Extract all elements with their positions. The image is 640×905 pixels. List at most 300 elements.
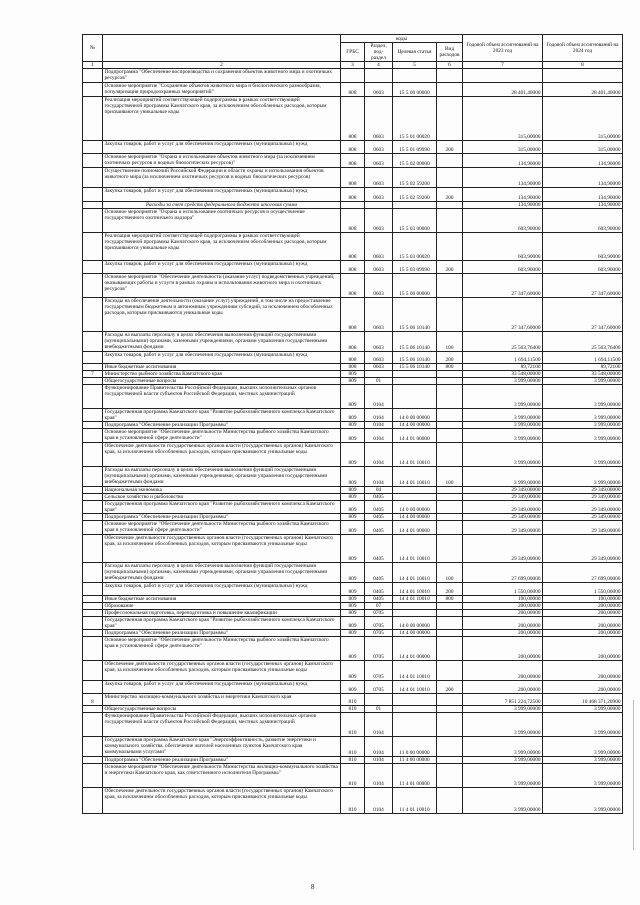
table-body [83,69,623,814]
row-number [83,630,103,637]
row-amount-2023: 29 349,00000 [463,514,543,521]
row-expense-type: 200 [437,141,463,154]
row-razdel: 0104 [365,737,393,757]
row-razdel: 0603 [365,97,393,141]
row-target-article [393,494,437,501]
row-grbs: 808 [341,188,365,202]
table-row [83,694,623,706]
row-grbs: 809 [341,429,365,443]
row-expense-type [437,202,463,209]
row-target-article: 15 5 03 00000 [393,209,437,233]
row-expense-type [437,274,463,298]
row-amount-2023: 33 548,00000 [463,371,543,378]
row-razdel: 01 [365,378,393,385]
row-grbs: 809 [341,422,365,429]
table-row [83,757,623,764]
row-number [83,706,103,713]
row-expense-type [437,617,463,630]
row-amount-2023: 7 851 224,72500 [463,694,543,706]
row-number [83,141,103,154]
row-amount-2023: 3 999,00000 [463,467,543,487]
row-amount-2024: 134,90000 [543,188,623,202]
row-number [83,429,103,443]
row-amount-2023: 200,00000 [463,617,543,630]
row-amount-2024: 29 349,00000 [543,501,623,514]
row-grbs: 809 [341,603,365,610]
table-row [83,409,623,422]
row-target-article: 11 4 01 00000 [393,764,437,788]
table-row [83,661,623,681]
row-grbs [341,69,365,83]
header-razdel: Раздел, под-раздел [365,43,393,62]
row-name: Закупка товаров, работ и услуг для обеспечения государственных (муниципальных) нужд [103,352,341,364]
row-amount-2023: 3 999,00000 [463,713,543,737]
row-name: Обеспечение деятельности государственных органов власти (государственных органов) Камчатского края, за исключением обособленных расходов, которым присваиваются уникальные коды [103,661,341,681]
row-name: Основное мероприятие "Охрана и использование объектов животного мира (за исключением охотничьих ресурсов и водных биологических ресурсов)" [103,154,341,168]
row-razdel: 0705 [365,630,393,637]
row-grbs: 808 [341,154,365,168]
row-target-article [393,713,437,737]
row-amount-2023: 89,72100 [463,364,543,371]
row-expense-type [437,788,463,814]
row-amount-2023: 3 999,00000 [463,706,543,713]
index-cell: 4 [365,62,393,69]
row-target-article [393,371,437,378]
row-number [83,261,103,274]
table-row [83,202,623,209]
row-razdel: 0104 [365,467,393,487]
row-amount-2024: 134,90000 [543,154,623,168]
row-amount-2023: 3 999,00000 [463,409,543,422]
table-row [83,168,623,188]
row-grbs: 809 [341,409,365,422]
table-row [83,352,623,364]
row-grbs: 809 [341,371,365,378]
row-grbs: 809 [341,467,365,487]
row-razdel: 0603 [365,209,393,233]
row-name: Осуществление полномочий Российской Федерации в области охраны и использования объектов животного мира (за исключением охотничьих ресурсов и водных биологических ресурсов) [103,168,341,188]
row-expense-type [437,371,463,378]
table-row [83,154,623,168]
row-number [83,737,103,757]
table-row [83,610,623,617]
row-amount-2023: 3 999,00000 [463,385,543,409]
row-razdel: 0603 [365,352,393,364]
table-row [83,274,623,298]
row-amount-2024: 27 347,60000 [543,298,623,332]
row-razdel: 01 [365,706,393,713]
row-grbs: 809 [341,487,365,494]
table-row [83,583,623,596]
row-number [83,467,103,487]
row-razdel: 0705 [365,661,393,681]
row-name: Закупка товаров, работ и услуг для обеспечения государственных (муниципальных) нужд [103,188,341,202]
row-target-article: 14 4 00 00000 [393,514,437,521]
row-expense-type: 200 [437,352,463,364]
row-razdel: 0603 [365,332,393,352]
row-amount-2023: 27 699,00000 [463,563,543,583]
row-number [83,583,103,596]
index-cell: 8 [543,62,623,69]
row-expense-type [437,443,463,467]
row-grbs: 809 [341,385,365,409]
row-number [83,603,103,610]
table-row [83,596,623,603]
row-number [83,364,103,371]
row-grbs: 808 [341,209,365,233]
row-number [83,209,103,233]
row-amount-2023: 100,00000 [463,596,543,603]
row-razdel [365,202,393,209]
row-amount-2024: 28 401,40000 [543,83,623,97]
row-expense-type: 800 [437,596,463,603]
header-num: № [83,35,103,62]
row-name: Подпрограмма "Обеспечение реализации Программы" [103,422,341,429]
row-number [83,97,103,141]
row-amount-2023: 200,00000 [463,630,543,637]
table-row [83,141,623,154]
row-name: Обеспечение деятельности государственных органов власти (государственных органов) Камчатского края, за исключением обособленных расходов, которым присваиваются уникальные коды [103,443,341,467]
row-expense-type [437,385,463,409]
row-razdel: 0603 [365,188,393,202]
row-number [83,757,103,764]
row-grbs: 809 [341,501,365,514]
row-amount-2023: 603,90000 [463,233,543,261]
row-amount-2023: 29 349,00000 [463,487,543,494]
table-row [83,261,623,274]
row-amount-2024: 3 999,00000 [543,429,623,443]
row-target-article: 15 5 02 59200 [393,188,437,202]
row-number [83,535,103,563]
table-row [83,737,623,757]
table-row [83,617,623,630]
header-2024: Годовой объем ассигнований на 2024 год [543,35,623,62]
row-name: Иные бюджетные ассигнования [103,596,341,603]
row-amount-2024: 3 999,00000 [543,713,623,737]
row-amount-2024: 3 999,00000 [543,409,623,422]
row-number [83,409,103,422]
row-razdel: 0405 [365,535,393,563]
row-razdel: 0705 [365,610,393,617]
row-amount-2024: 25 563,76400 [543,332,623,352]
row-grbs: 809 [341,563,365,583]
row-razdel: 0603 [365,141,393,154]
row-amount-2023: 603,90000 [463,209,543,233]
row-expense-type [437,661,463,681]
row-grbs: 810 [341,713,365,737]
row-name: Реализация мероприятий соответствующей подпрограммы в рамках соответствующей государственной программы Камчатского края, за исключением обособленных расходов, которым присваиваются уникальные коды [103,97,341,141]
row-amount-2023: 27 347,60000 [463,298,543,332]
row-target-article: 15 5 06 10140 [393,298,437,332]
row-target-article: 15 5 06 10140 [393,364,437,371]
row-number [83,788,103,814]
row-name: Государственная программа Камчатского края "Развитие рыбохозяйственного комплекса Камчатского края" [103,617,341,630]
row-name: Подпрограмма "Обеспечение воспроизводства и сохранения объектов животного мира и охотничьих ресурсов" [103,69,341,83]
table-row [83,443,623,467]
row-amount-2023: 3 999,00000 [463,788,543,814]
row-expense-type: 200 [437,261,463,274]
row-target-article: 14 4 01 00000 [393,637,437,661]
table-row [83,209,623,233]
row-amount-2024: 603,90000 [543,261,623,274]
row-grbs: 809 [341,535,365,563]
table-row [83,69,623,83]
row-razdel: 0705 [365,681,393,694]
table-row [83,385,623,409]
row-grbs: 810 [341,788,365,814]
row-name: Расходы на выплаты персоналу в целях обеспечения выполнения функций государственными (муниципальными) органами, казенными учреждениями, органами управления государственными внебюджетными фондами [103,467,341,487]
row-grbs: 810 [341,694,365,706]
budget-table [82,34,623,814]
row-razdel: 0104 [365,713,393,737]
row-target-article: 14 0 00 00000 [393,501,437,514]
row-name: Сельское хозяйство и рыболовство [103,494,341,501]
row-grbs: 810 [341,764,365,788]
table-row [83,630,623,637]
row-grbs [341,202,365,209]
table-row [83,364,623,371]
row-grbs: 810 [341,737,365,757]
row-amount-2023: 29 349,00000 [463,494,543,501]
index-cell: 7 [463,62,543,69]
row-amount-2023: 134,90000 [463,168,543,188]
row-name: Государственная программа Камчатского края "Развитие рыбохозяйственного комплекса Камчатского края" [103,501,341,514]
row-target-article: 15 5 00 00000 [393,83,437,97]
row-amount-2024: 3 999,00000 [543,385,623,409]
row-amount-2024: 134,90000 [543,202,623,209]
table-row [83,501,623,514]
row-number [83,385,103,409]
row-target-article: 14 4 00 00000 [393,422,437,429]
row-grbs: 808 [341,274,365,298]
row-name: Общегосударственные вопросы [103,706,341,713]
row-expense-type [437,209,463,233]
row-expense-type [437,610,463,617]
row-number [83,298,103,332]
row-amount-2024: 29 349,00000 [543,514,623,521]
table-row [83,97,623,141]
row-grbs: 808 [341,168,365,188]
row-expense-type [437,233,463,261]
row-target-article: 15 5 06 10140 [393,332,437,352]
row-number [83,521,103,535]
row-number [83,563,103,583]
row-grbs: 808 [341,352,365,364]
row-name: Обеспечение деятельности государственных органов власти (государственных органов) Камчатского края, за исключением обособленных расходов, которым присваиваются уникальные коды [103,788,341,814]
row-grbs: 809 [341,617,365,630]
header-grbs: ГРБС [341,43,365,62]
row-target-article [393,603,437,610]
row-razdel: 0405 [365,583,393,596]
row-number [83,154,103,168]
row-grbs: 809 [341,681,365,694]
index-cell: 3 [341,62,365,69]
row-number [83,233,103,261]
row-target-article: 14 4 01 10010 [393,535,437,563]
row-expense-type [437,603,463,610]
row-number [83,501,103,514]
table-row [83,298,623,332]
row-target-article: 14 4 01 10010 [393,563,437,583]
table-row [83,233,623,261]
row-expense-type: 100 [437,467,463,487]
row-number [83,274,103,298]
row-number: 7 [83,371,103,378]
row-name: Закупка товаров, работ и услуг для обеспечения государственных (муниципальных) нужд [103,681,341,694]
table-row [83,521,623,535]
row-name: Основное мероприятие "Обеспечение деятельности Министерства рыбного хозяйства Камчатского края в установленной сфере деятельности" [103,637,341,661]
row-name: Расходы за счет средств федерального бюджета итоговая сумма [103,202,341,209]
row-amount-2023: 3 999,00000 [463,443,543,467]
row-expense-type: 200 [437,188,463,202]
row-name: Иные бюджетные ассигнования [103,364,341,371]
row-razdel: 0405 [365,501,393,514]
row-razdel: 0603 [365,298,393,332]
row-amount-2024: 27 347,60000 [543,274,623,298]
row-grbs: 808 [341,364,365,371]
row-expense-type [437,494,463,501]
row-amount-2023: 27 347,60000 [463,274,543,298]
row-grbs: 808 [341,83,365,97]
row-amount-2024: 1 550,00000 [543,583,623,596]
row-razdel: 0104 [365,385,393,409]
row-expense-type: 800 [437,364,463,371]
row-razdel: 0104 [365,409,393,422]
row-target-article [393,610,437,617]
row-razdel: 0405 [365,514,393,521]
header-2023: Годовой объем ассигнований на 2023 год [463,35,543,62]
table-row [83,706,623,713]
row-name: Функционирование Правительства Российской Федерации, высших исполнительных органов государственной власти субъектов Российской Федерации, местных администраций [103,713,341,737]
row-expense-type: 200 [437,583,463,596]
row-amount-2024: 89,72100 [543,364,623,371]
row-amount-2024: 29 349,00000 [543,521,623,535]
table-row [83,681,623,694]
table-row [83,713,623,737]
row-target-article: 14 4 01 00000 [393,521,437,535]
row-name: Функционирование Правительства Российской Федерации, высших исполнительных органов государственной власти субъектов Российской Федерации, местных администраций [103,385,341,409]
header-index-row [83,62,623,69]
row-razdel: 0104 [365,757,393,764]
row-number [83,713,103,737]
row-razdel: 0603 [365,274,393,298]
row-grbs: 809 [341,378,365,385]
row-grbs: 808 [341,97,365,141]
row-razdel [365,69,393,83]
row-name: Обеспечение деятельности государственных органов власти (государственных органов) Камчатского края, за исключением обособленных расходов, которым присваиваются уникальные коды [103,535,341,563]
row-amount-2023: 200,00000 [463,603,543,610]
row-amount-2024: 3 999,00000 [543,757,623,764]
row-amount-2023: 200,00000 [463,661,543,681]
row-number [83,332,103,352]
row-target-article: 15 5 06 10140 [393,352,437,364]
row-name: Министерство жилищно-коммунального хозяйства и энергетики Камчатского края [103,694,341,706]
row-target-article: 15 5 02 00000 [393,154,437,168]
row-number [83,487,103,494]
row-amount-2023: 134,90000 [463,188,543,202]
row-expense-type [437,429,463,443]
row-name: Закупка товаров, работ и услуг для обеспечения государственных (муниципальных) нужд [103,141,341,154]
row-target-article: 15 5 02 59200 [393,168,437,188]
row-name: Подпрограмма "Обеспечение реализации Программы" [103,630,341,637]
row-expense-type [437,83,463,97]
row-amount-2024: 200,00000 [543,610,623,617]
row-target-article: 15 5 06 00000 [393,274,437,298]
row-target-article [393,69,437,83]
table-row [83,603,623,610]
row-name: Закупка товаров, работ и услуг для обеспечения государственных (муниципальных) нужд [103,583,341,596]
row-name: Национальная экономика [103,487,341,494]
row-expense-type [437,514,463,521]
row-target-article: 14 4 01 10010 [393,467,437,487]
row-amount-2024: 200,00000 [543,681,623,694]
row-razdel: 0104 [365,422,393,429]
row-number [83,494,103,501]
row-amount-2024: 3 999,00000 [543,737,623,757]
row-amount-2024: 200,00000 [543,630,623,637]
row-amount-2024: 3 999,00000 [543,378,623,385]
row-amount-2023 [463,69,543,83]
row-number [83,610,103,617]
row-target-article: 14 0 00 00000 [393,409,437,422]
row-amount-2024: 3 999,00000 [543,764,623,788]
row-razdel: 0405 [365,563,393,583]
row-amount-2024: 29 349,00000 [543,487,623,494]
row-expense-type [437,69,463,83]
table-row [83,332,623,352]
row-amount-2024: 134,90000 [543,168,623,188]
row-amount-2023: 28 401,40000 [463,83,543,97]
row-expense-type [437,535,463,563]
row-amount-2023: 200,00000 [463,610,543,617]
row-name: Основное мероприятие "Охрана и использование охотничьих ресурсов и осуществление государственного охотничьего надзора" [103,209,341,233]
row-razdel: 0405 [365,596,393,603]
index-cell: 5 [393,62,437,69]
row-amount-2023: 315,00000 [463,97,543,141]
row-amount-2024: 33 548,00000 [543,371,623,378]
row-target-article: 11 4 00 00000 [393,757,437,764]
row-expense-type: 100 [437,563,463,583]
header-codes: коды [341,35,463,43]
row-amount-2024: 10 468 371,20900 [543,694,623,706]
row-amount-2023: 200,00000 [463,681,543,694]
row-name: Общегосударственные вопросы [103,378,341,385]
row-expense-type [437,637,463,661]
row-grbs: 808 [341,332,365,352]
row-number [83,83,103,97]
row-target-article: 14 4 01 10010 [393,681,437,694]
row-number [83,188,103,202]
row-amount-2024: 1 694,11500 [543,352,623,364]
row-amount-2024: 3 999,00000 [543,422,623,429]
table-header [83,35,623,69]
row-amount-2023: 1 694,11500 [463,352,543,364]
row-amount-2023: 134,90000 [463,154,543,168]
row-target-article [393,385,437,409]
row-amount-2024: 3 999,00000 [543,467,623,487]
row-grbs: 809 [341,443,365,467]
row-amount-2024: 29 349,00000 [543,535,623,563]
row-target-article [393,202,437,209]
row-razdel: 0603 [365,261,393,274]
row-target-article: 15 5 01 09990 [393,141,437,154]
row-expense-type: 200 [437,681,463,694]
row-number [83,69,103,83]
row-expense-type [437,521,463,535]
index-cell: 6 [437,62,463,69]
row-razdel: 07 [365,603,393,610]
row-amount-2023: 315,00000 [463,141,543,154]
